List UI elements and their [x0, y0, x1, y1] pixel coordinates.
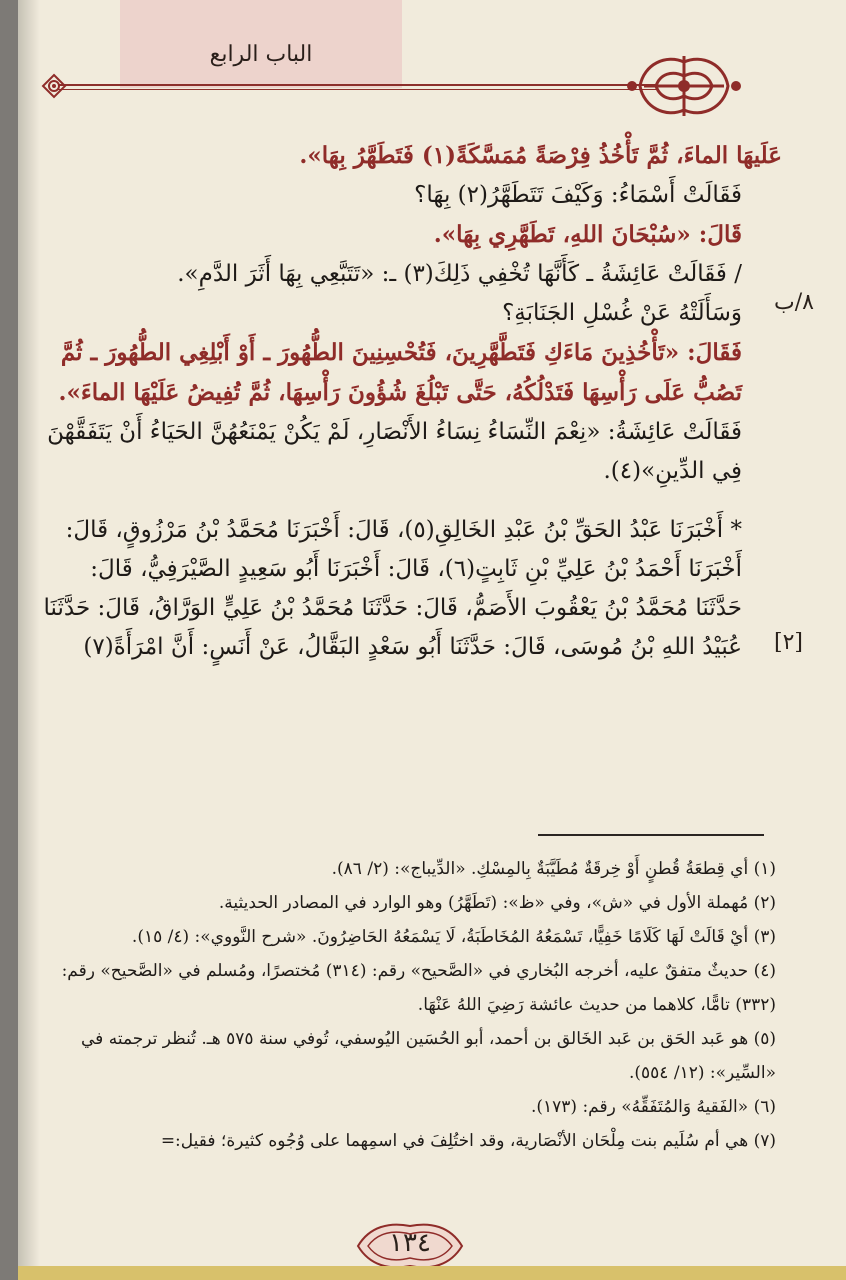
text-line: وَسَأَلَتْهُ عَنْ غُسْلِ الجَنَابَةِ؟: [502, 300, 742, 326]
text-line: قَالَ: «سُبْحَانَ اللهِ، تَطَهَّرِي بِهَا».: [433, 221, 742, 248]
footnote: (٦) «الفَقيهُ وَالمُتَفَقِّهُ» رقم: (١٧٣).: [530, 1097, 776, 1117]
bottom-strip: [18, 1266, 846, 1280]
footnote: (١) أي قِطعَةُ قُطنٍ أَوْ خِرقَةٌ مُطَيَّبَةٌ بِالمِسْكِ. «الدِّيباج»: (٢/ ٨٦).: [331, 859, 776, 879]
page-number: ١٣٤: [389, 1228, 431, 1258]
footnote: (٤) حديثٌ متفقٌ عليه، أخرجه البُخاري في «الصَّحيح» رقم: (٣١٤) مُختصرًا، ومُسلم في «الصَّحيح» رقم: (٣٣٢) تامًّا، كلاهما من حديث عائشة رَضِيَ اللهُ عَنْهَا.: [61, 961, 776, 1015]
text-line: عَلَيهَا الماءَ، ثُمَّ تَأْخُذُ فِرْصَةً مُمَسَّكَةً(١) فَتَطَهَّرُ بِهَا».: [299, 142, 782, 169]
footnotes: [34, 852, 776, 1158]
header-rule-secondary: [58, 89, 658, 90]
chapter-title: الباب الرابع: [209, 42, 313, 67]
text-line: فَقَالَ: «تَأْخُذِينَ مَاءَكِ فَتَطَّهَّرِينَ، فَتُحْسِنِينَ الطُّهُورَ ـ أَوْ أَبْلِغِي الطُّهُورَ ـ ثُمَّ تَصُبُّ عَلَى رَأْسِهَا فَتَدْلُكُهُ، حَتَّى تَبْلُغَ شُؤُونَ رَأْسِهَا، ثُمَّ تُفِيضُ عَلَيْهَا الماءَ».: [58, 339, 742, 406]
text-line: فَقَالَتْ عَائِشَةُ: «نِعْمَ النِّسَاءُ نِسَاءُ الأَنْصَارِ، لَمْ يَكُنْ يَمْنَعُهُنَّ الحَيَاءُ أَنْ يَتَفَقَّهْنَ فِي الدِّينِ»(٤).: [47, 419, 742, 484]
text-line: / فَقَالَتْ عَائِشَةُ ـ كَأَنَّهَا تُخْفِي ذَلِكَ(٣) ـ: «تَتَبَّعِي بِهَا أَثَرَ الدَّمِ».: [177, 261, 742, 287]
footnote: (٧) هي أم سُلَيم بنت مِلْحَان الأنْصَارية، وقد اختُلِفَ في اسمِهما على وُجُوه كثيرة؛ فقيل:=: [160, 1131, 776, 1151]
body-text: [38, 136, 782, 667]
footnote-divider: [538, 834, 764, 836]
footnote: (٥) هو عَبد الحَق بن عَبد الخَالق بن أحمد، أبو الحُسَين اليُوسفي، تُوفي سنة ٥٧٥ هـ. تُنظر ترجمته في «السِّير»: (١٢/ ٥٥٤).: [81, 1029, 776, 1083]
hadith-paragraph: * أَخْبَرَنَا عَبْدُ الحَقِّ بْنُ عَبْدِ الخَالِقِ(٥)، قَالَ: أَخْبَرَنَا مُحَمَّدُ بْنُ مَرْزُوقٍ، قَالَ: أَخْبَرَنَا أَحْمَدُ بْنُ عَلِيِّ بْنِ ثَابِتٍ(٦)، قَالَ: أَخْبَرَنَا أَبُو سَعِيدٍ الصَّيْرَفِيُّ، قَالَ: حَدَّثَنَا مُحَمَّدُ بْنُ يَعْقُوبَ الأَصَمُّ، قَالَ: حَدَّثَنَا مُحَمَّدُ بْنُ عَلِيٍّ الوَرَّاقُ، قَالَ: حَدَّثَنَا عُبَيْدُ اللهِ بْنُ مُوسَى، قَالَ: حَدَّثَنَا أَبُو سَعْدٍ البَقَّالُ، عَنْ أَنَسٍ: أَنَّ امْرَأَةً(٧): [43, 517, 742, 660]
section-number: [٢]: [774, 630, 804, 655]
small-ornament-icon: [40, 72, 68, 100]
header-rule: [58, 84, 658, 86]
footnote: (٣) أيْ قَالَتْ لَهَا كَلَامًا خَفِيًّا، تَسْمَعُهُ المُخَاطَبَةُ، لَا يَسْمَعُهُ الحَاضِرُونَ. «شرح النَّووي»: (٤/ ١٥).: [131, 927, 776, 947]
ornament-icon: [624, 44, 744, 128]
text-line: فَقَالَتْ أَسْمَاءُ: وَكَيْفَ تَتَطَهَّرُ(٢) بِهَا؟: [414, 182, 742, 208]
book-page: [18, 0, 846, 1280]
folio-note: ٨/ب: [774, 290, 814, 315]
footnote: (٢) مُهملة الأول في «ش»، وفي «ظ»: (تَطَهَّرُ) وهو الوارد في المصادر الحديثية.: [218, 893, 776, 913]
